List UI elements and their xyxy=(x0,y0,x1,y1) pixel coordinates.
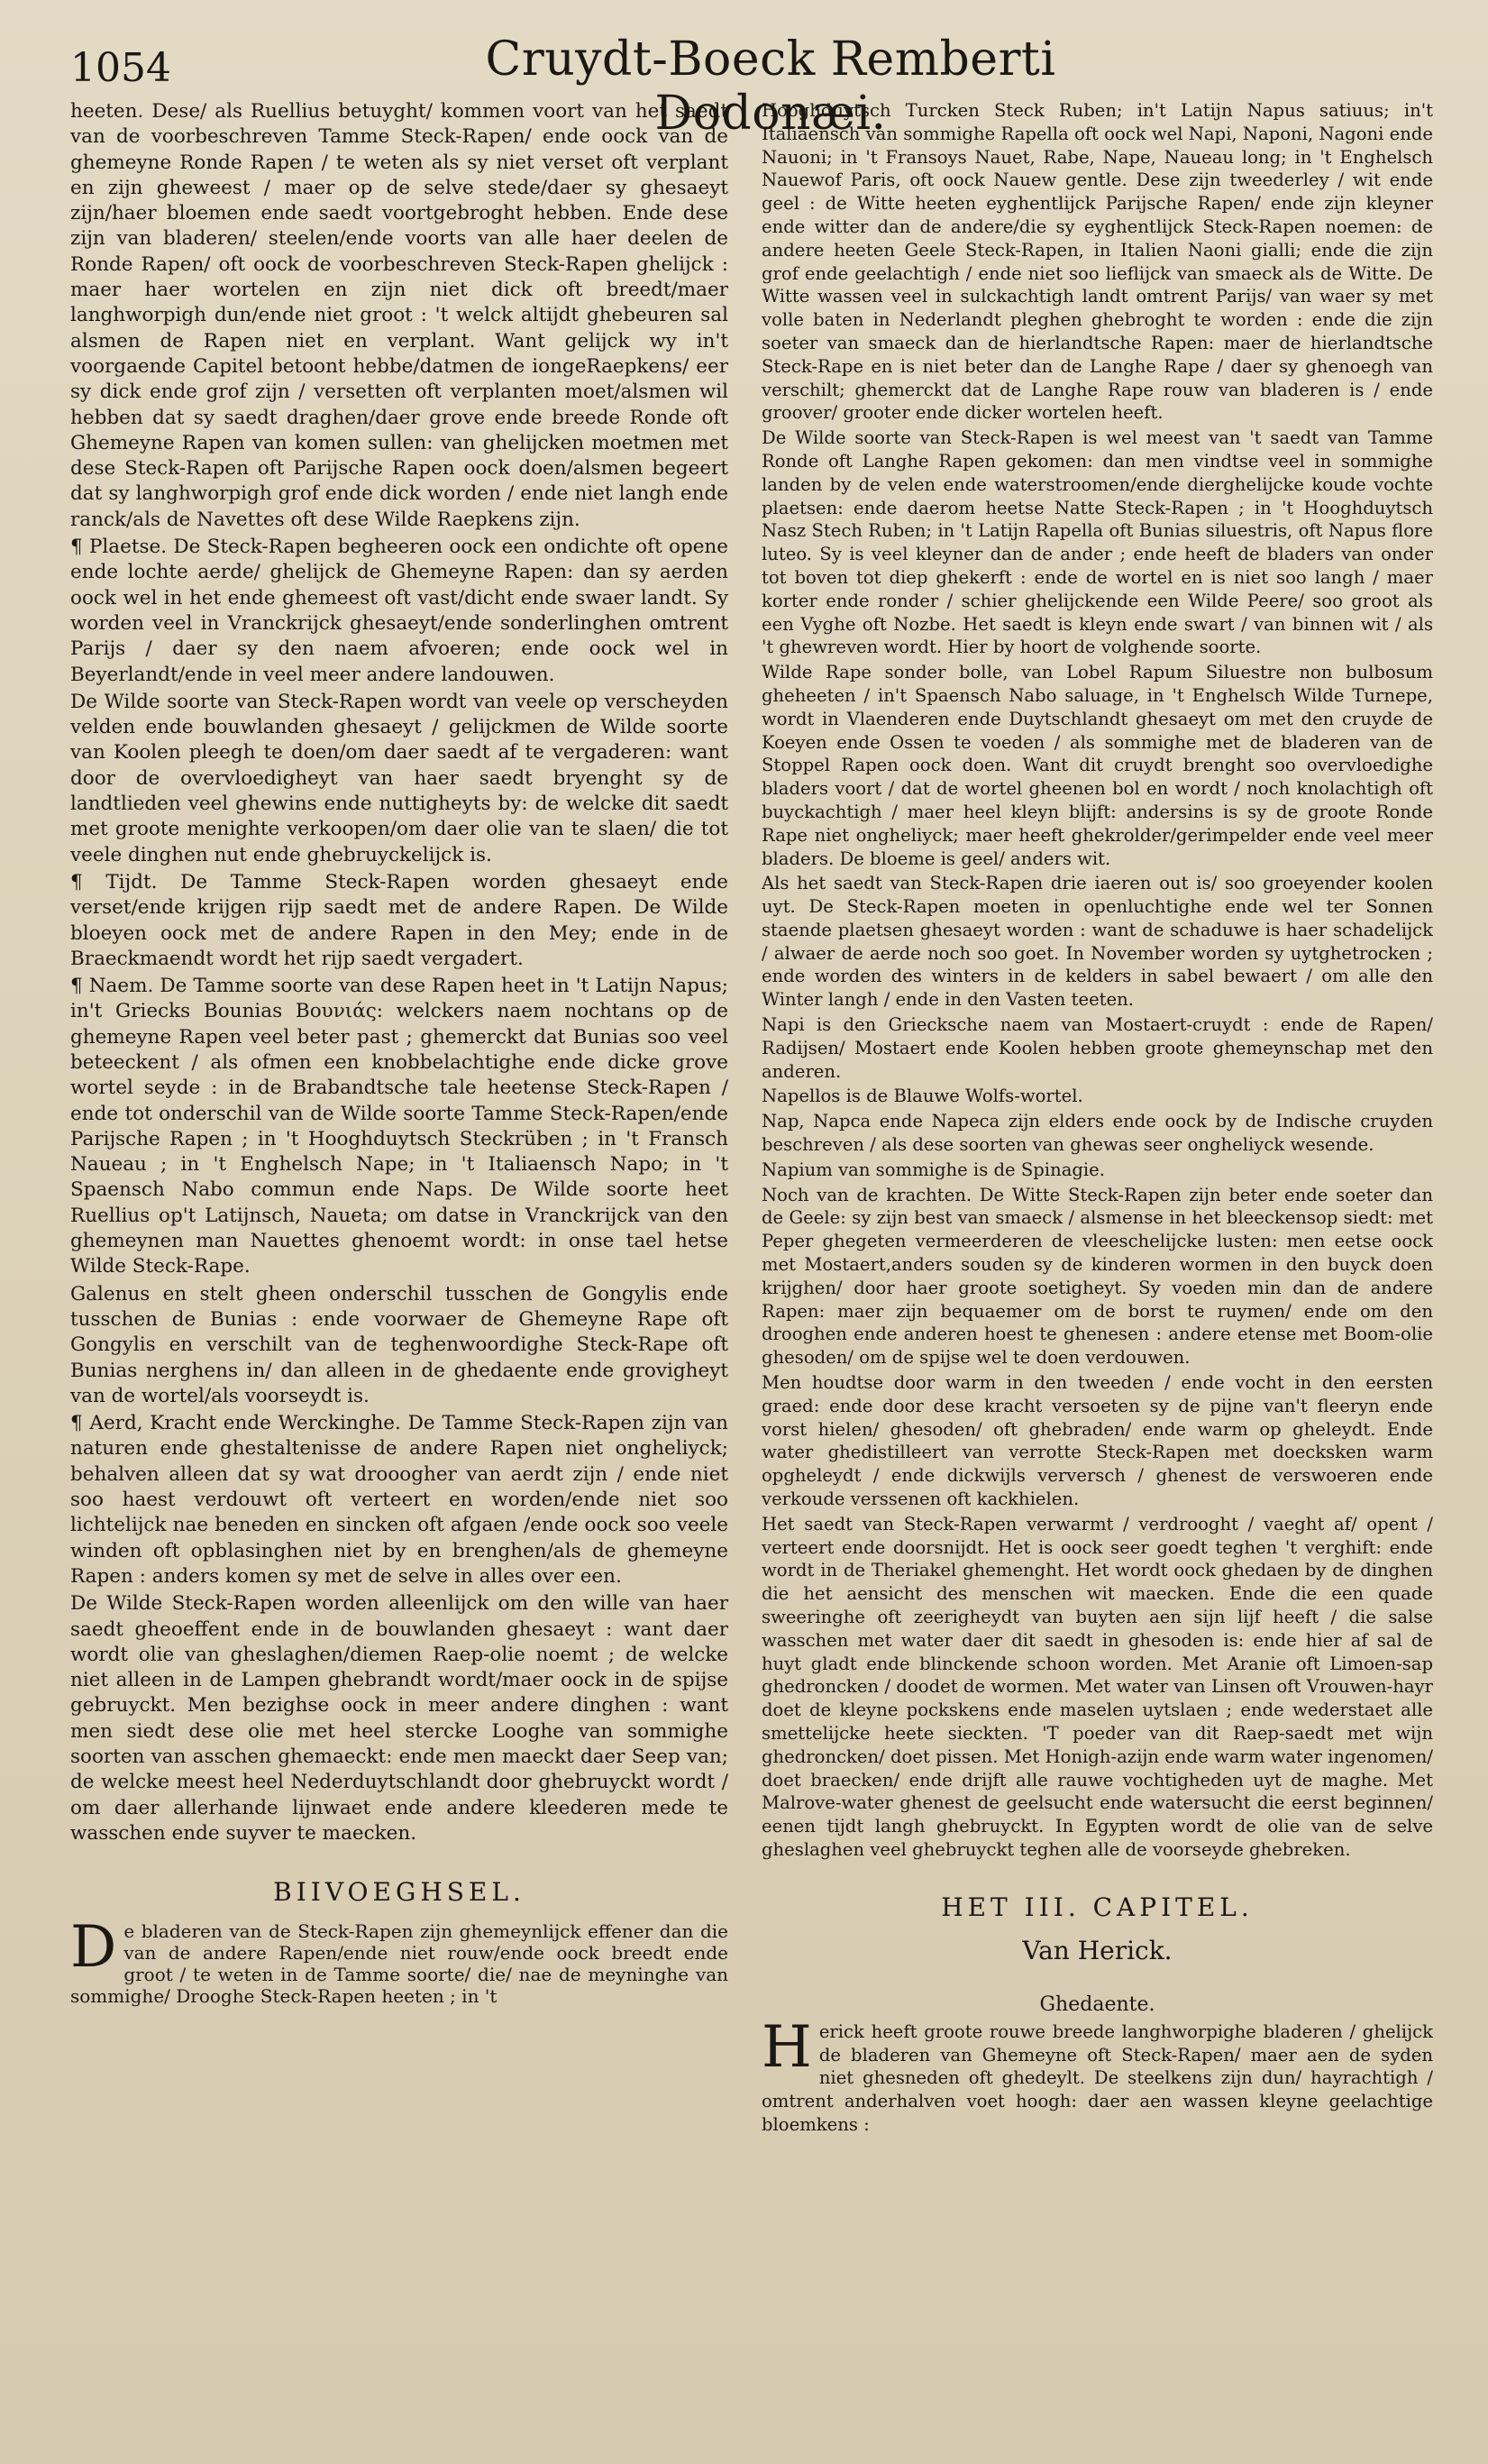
chapter-paragraph: Herick heeft groote rouwe breede langhworpighe bladeren / ghelijck de bladeren van Ghemeyne oft Steck-Rapen/ maer aen de syden niet ghesneden oft ghedeylt. De steelkens zijn dun/ hayrachtigh / omtrent anderhalven voet hoogh: daer aen wassen kleyne geelachtige bloemkens : xyxy=(762,2013,1433,2135)
section-heading: BIIVOEGHSEL. xyxy=(273,1877,525,1908)
paragraph: Hooghduytsch Turcken Steck Ruben; in't Latijn Napus satiuus; in't Italiaensch van sommighe Rapella oft oock wel Napi, Naponi, Nagoni ende Nauoni; in 't Fransoys Nauet, Rabe, Nape, Naueau long; in 't Enghelsch Nauewof Paris, oft oock Nauew gentle. Dese zijn tweederley / wit ende geel : de Witte heeten eyghentlijck Parijsche Rapen/ ende zijn kleyner ende witter dan de andere/die sy eyghentlijck Steck-Rapen noemen: de andere heeten Geele Steck-Rapen, in Italien Naoni gialli; ende die zijn grof ende geelachtigh / ende niet soo lieflijck van smaeck als de Witte. De Witte wassen veel in sulckachtigh landt omtrent Parijs/ van waer sy met volle baten in Nederlandt pleghen ghebroght te worden : ende die zijn soeter van smaeck dan de hierlandtsche Rapen: maer de hierlandtsche Steck-Rape en is niet beter dan de Langhe Rape / daer sy ghenoegh van verschilt; ghemerckt dat de Langhe Rape rouw van bladeren is / ende groover/ grooter ende dicker wortelen heeft. xyxy=(762,100,1433,424)
paragraph: Galenus en stelt gheen onderschil tusschen de Gongylis ende tusschen de Bunias : ende voorwaer de Ghemeyne Rape oft Gongylis en verschilt van de teghenwoordighe Steck-Rape oft Bunias nerghens in/ dan alleen in de ghedaente ende grovigheyt van de wortel/als voorseydt is. xyxy=(70,1282,728,1407)
left-column xyxy=(70,99,728,2432)
paragraph: Napellos is de Blauwe Wolfs-wortel. xyxy=(762,1085,1083,1107)
paragraph: ¶ Naem. De Tamme soorte van dese Rapen heet in 't Latijn Napus; in't Griecks Bounias Βουνιάς: welckers naem nochtans op de ghemeyne Rapen veel beter past ; ghemerckt dat Bunias soo veel beteeckent / als ofmen een knobbelachtighe ende dicke grove wortel seyde : in de Brabandtsche tale heetense Steck-Rapen / ende tot onderschil van de Wilde soorte Tamme Steck-Rapen/ende Parijsche Rapen ; in 't Hooghduytsch Steckrüben ; in 't Fransch Naueau ; in 't Enghelsch Nape; in 't Italiaensch Napo; in 't Spaensch Nabo commun ende Naps. De Wilde soorte heet Ruellius op't Latijnsch, Naueta; om datse in Vranckrijck van den ghemeynen man Nauettes ghenoemt wordt: in onse tael hetse Wilde Steck-Rape. xyxy=(70,975,728,1278)
paragraph: Noch van de krachten. De Witte Steck-Rapen zijn beter ende soeter dan de Geele: sy zijn best van smaeck / alsmense in het bleeckensop siedt: met Peper ghegeten vermeerderen de vleeschelijcke lusten: men eetse oock met Mostaert,anders souden sy de kinderen wormen in den buyck doen krijghen/ door haer groote soetigheyt. Sy voeden min dan de andere Rapen: maer zijn bequaemer om de borst te ruymen/ ende om den drooghen ende anderen hoest te ghenesen : andere etense met Boom-olie ghesoden/ om de spijse wel te doen verdouwen. xyxy=(762,1184,1433,1369)
paragraph: Napium van sommighe is de Spinagie. xyxy=(762,1159,1106,1180)
page-number: 1054 xyxy=(70,45,171,91)
paragraph: ¶ Tijdt. De Tamme Steck-Rapen worden ghesaeyt ende verset/ende krijgen rijp saedt met de andere Rapen. De Wilde bloeyen oock met de andere Rapen in den Mey; ende in de Braeckmaendt wordt het rijp saedt vergadert. xyxy=(70,870,728,970)
running-head: Cruydt-Boeck Remberti Dodonæi. xyxy=(485,32,1056,141)
chapter-title: Van Herick. xyxy=(1022,1935,1173,1965)
paragraph: De Wilde soorte van Steck-Rapen is wel meest van 't saedt van Tamme Ronde oft Langhe Rapen gekomen: dan men vindtse veel in sommighe landen by de velen ende waterstroomen/ende dierghelijcke koude vochte plaetsen: ende daerom heetse Natte Steck-Rapen ; in 't Hooghduytsch Nasz Stech Ruben; in 't Latijn Rapella oft Bunias siluestris, oft Napus flore luteo. Sy is veel kleyner dan de ander ; ende heeft de bladers van onder tot boven tot diep ghekerft : ende de wortel en is niet soo langh / maer korter ende ronder / schier ghelijckende een Wilde Peere/ soo groot als een Vyghe oft Nozbe. Het saedt is kleyn ende swart / van binnen wit / als 't ghewreven wordt. Hier by hoort de volghende soorte. xyxy=(762,427,1433,658)
chapter-heading: HET III. CAPITEL. xyxy=(941,1892,1254,1922)
paragraph: De Wilde Steck-Rapen worden alleenlijck om den wille van haer saedt gheoeffent ende in de bouwlanden ghesaeyt : want daer wordt olie van gheslaghen/diemen Raep-olie noemt ; de welcke niet alleen in de Lampen ghebrandt wordt/maer oock in de spijse gebruyckt. Men bezighse oock in meer andere dinghen : want men siedt dese olie met heel stercke Looghe van sommighe soorten van asschen ghemaeckt: ende men maeckt daer Seep van; de welcke meest heel Nederduytschlandt door ghebruyckt wordt / om daer allerhande lijnwaet ende andere kleederen mede te wasschen ende suyver te maecken. xyxy=(70,1592,728,1845)
paragraph: Napi is den Griecksche naem van Mostaert-cruydt : ende de Rapen/ Radijsen/ Mostaert ende Koolen hebben groote ghemeynschap met den anderen. xyxy=(762,1014,1433,1082)
paragraph: De Wilde soorte van Steck-Rapen wordt van veele op verscheyden velden ende bouwlanden ghesaeyt / gelijckmen de Wilde soorte van Koolen pleegh te doen/om daer saedt af te vergaderen: want door de overvloedigheyt van haer saedt bryenght sy de landtlieden veel ghewins ende nuttigheyts by: de welcke dit saedt met groote menighte verkoopen/om daer olie van te slaen/ die tot veele dinghen nut ende ghebruyckelijck is. xyxy=(70,690,728,866)
side-heading: Ghedaente. xyxy=(1039,1992,1155,2016)
paragraph: Als het saedt van Steck-Rapen drie iaeren out is/ soo groeyender koolen uyt. De Steck-Rapen moeten in openluchtighe ende wel ter Sonnen staende plaetsen ghesaeyt worden : want de schaduwe is haer schadelijck / alwaer de aerde noch soo goet. In November worden sy uytghetrocken ; ende worden des winters in de kelders in sabel bewaert / om alle den Winter langh / ende in den Vasten teeten. xyxy=(762,873,1433,1011)
paragraph: heeten. Dese/ als Ruellius betuyght/ kommen voort van het saedt van de voorbeschreven Tamme Steck-Rapen/ ende oock van de ghemeyne Ronde Rapen / te weten als sy niet verset oft verplant en zijn gheweest / maer op de selve stede/daer sy ghesaeyt zijn/haer bloemen ende saedt voortgebroght hebben. Ende dese zijn van bladeren/ steelen/ende voorts van alle haer deelen de Ronde Rapen/ oft oock de voorbeschreven Steck-Rapen ghelijck : maer haer wortelen en zijn niet dick oft breedt/maer langhworpigh dun/ende niet groot : 't welck altijdt ghebeuren sal alsmen de Rapen niet en verplant. Want gelijck wy in't voorgaende Capitel betoont hebbe/datmen de iongeRaepkens/ eer sy dick ende grof zijn / versetten oft verplanten moet/alsmen wil hebben dat sy saedt draghen/daer grove ende breede Ronde oft Ghemeyne Rapen van komen sullen: van ghelijcken moetmen met dese Steck-Rapen oft Parijsche Rapen oock doen/alsmen begeert dat sy langhworpigh grof ende dick worden / ende niet langh ende ranck/als de Navettes oft dese Wilde Raepkens zijn. xyxy=(70,100,728,531)
paragraph: Nap, Napca ende Napeca zijn elders ende oock by de Indische cruyden beschreven / als dese soorten van ghewas seer ongheliyck wesende. xyxy=(762,1111,1433,1156)
paragraph: ¶ Aerd, Kracht ende Werckinghe. De Tamme Steck-Rapen zijn van naturen ende ghestaltenisse de andere Rapen niet ongheliyck; behalven alleen dat sy wat drooogher van aerdt zijn / ende niet soo haest verdouwt oft verteert en worden/ende niet soo lichtelijck nae beneden en sincken oft afgaen /ende oock soo veele winden oft opblasinghen niet by en brenghen/als de ghemeyne Rapen : anders komen sy met de selve in alles over een. xyxy=(70,1412,728,1588)
paragraph: Het saedt van Steck-Rapen verwarmt / verdrooght / vaeght af/ opent / verteert ende doorsnijdt. Het is oock seer goedt teghen 't verghift: ende wordt in de Theriakel ghemenght. Het wordt oock ghedaen by de dinghen die het aensicht des menschen wit maecken. Ende die een quade sweeringhe oft zeerigheydt van buyten aen sijn lijf heeft / die salse wasschen met water daer dit saedt in ghesoden is: ende hier af sal de huyt gladt ende blinckende schoon worden. Met Aranie oft Limoen-sap ghedroncken / doodet de wormen. Met water van Linsen oft Vrouwen-hayr doet de kleyne pockskens ende maselen uytslaen ; ende wederstaet alle smettelijcke heete sieckten. 'T poeder van dit Raep-saedt met wijn ghedroncken/ doet pissen. Met Honigh-azijn ende warm water ingenomen/ doet braecken/ ende drijft alle rauwe vochtigheden uyt de maghe. Met Malrove-water ghenest de geelsucht ende watersucht die eerst beginnen/ eenen tijdt langh ghebruyckt. In Egypten wordt de olie van de selve gheslaghen veel ghebruyckt teghen alle de voorseyde ghebreken. xyxy=(762,1513,1433,1860)
paragraph: Men houdtse door warm in den tweeden / ende vocht in den eersten graed: ende door dese kracht versoeten sy de pijne van't fleeryn ende vorst hielen/ ghesoden/ oft ghebraden/ ende warm op gheleydt. Ende water ghedistilleert van verrotte Steck-Rapen met doecksken warm opgheleydt / ende dickwijls verversch / ghenest de verswoeren ende verkoude verssenen oft kackhielen. xyxy=(762,1372,1433,1510)
section-paragraph: De bladeren van de Steck-Rapen zijn ghemeynlijck effener dan die van de andere Rapen/ende niet rouw/ende oock breedt ende groot / te weten in de Tamme soorte/ die/ nae de meyninghe van sommighe/ Drooghe Steck-Rapen heeten ; in 't xyxy=(70,1914,728,2008)
right-column xyxy=(762,99,1433,2432)
paragraph: ¶ Plaetse. De Steck-Rapen begheeren oock een ondichte oft opene ende lochte aerde/ ghelijck de Ghemeyne Rapen: dan sy aerden oock wel in het ende ghemeest oft vast/dicht ende swaer landt. Sy worden veel in Vranckrijck ghesaeyt/ende sonderlinghen omtrent Parijs / daer sy den naem afvoeren; ende oock wel in Beyerlandt/ende in veel meer andere landouwen. xyxy=(70,536,728,686)
paragraph: Wilde Rape sonder bolle, van Lobel Rapum Siluestre non bulbosum gheheeten / in't Spaensch Nabo saluage, in 't Enghelsch Wilde Turnepe, wordt in Vlaenderen ende Duytschlandt ghesaeyt om met den cruyde de Koeyen ende Ossen te voeden / als sommighe met de bladeren van de Stoppel Rapen oock doen. Want dit cruydt brenght soo overvloedighe bladers voort / dat de wortel gheenen bol en wordt / noch knolachtigh oft buyckachtigh / maer heel kleyn blijft: andersins is sy de groote Ronde Rape niet ongheliyck; maer heeft ghekrolder/gerimpelder ende veel meer bladers. De bloeme is geel/ anders wit. xyxy=(762,662,1433,869)
